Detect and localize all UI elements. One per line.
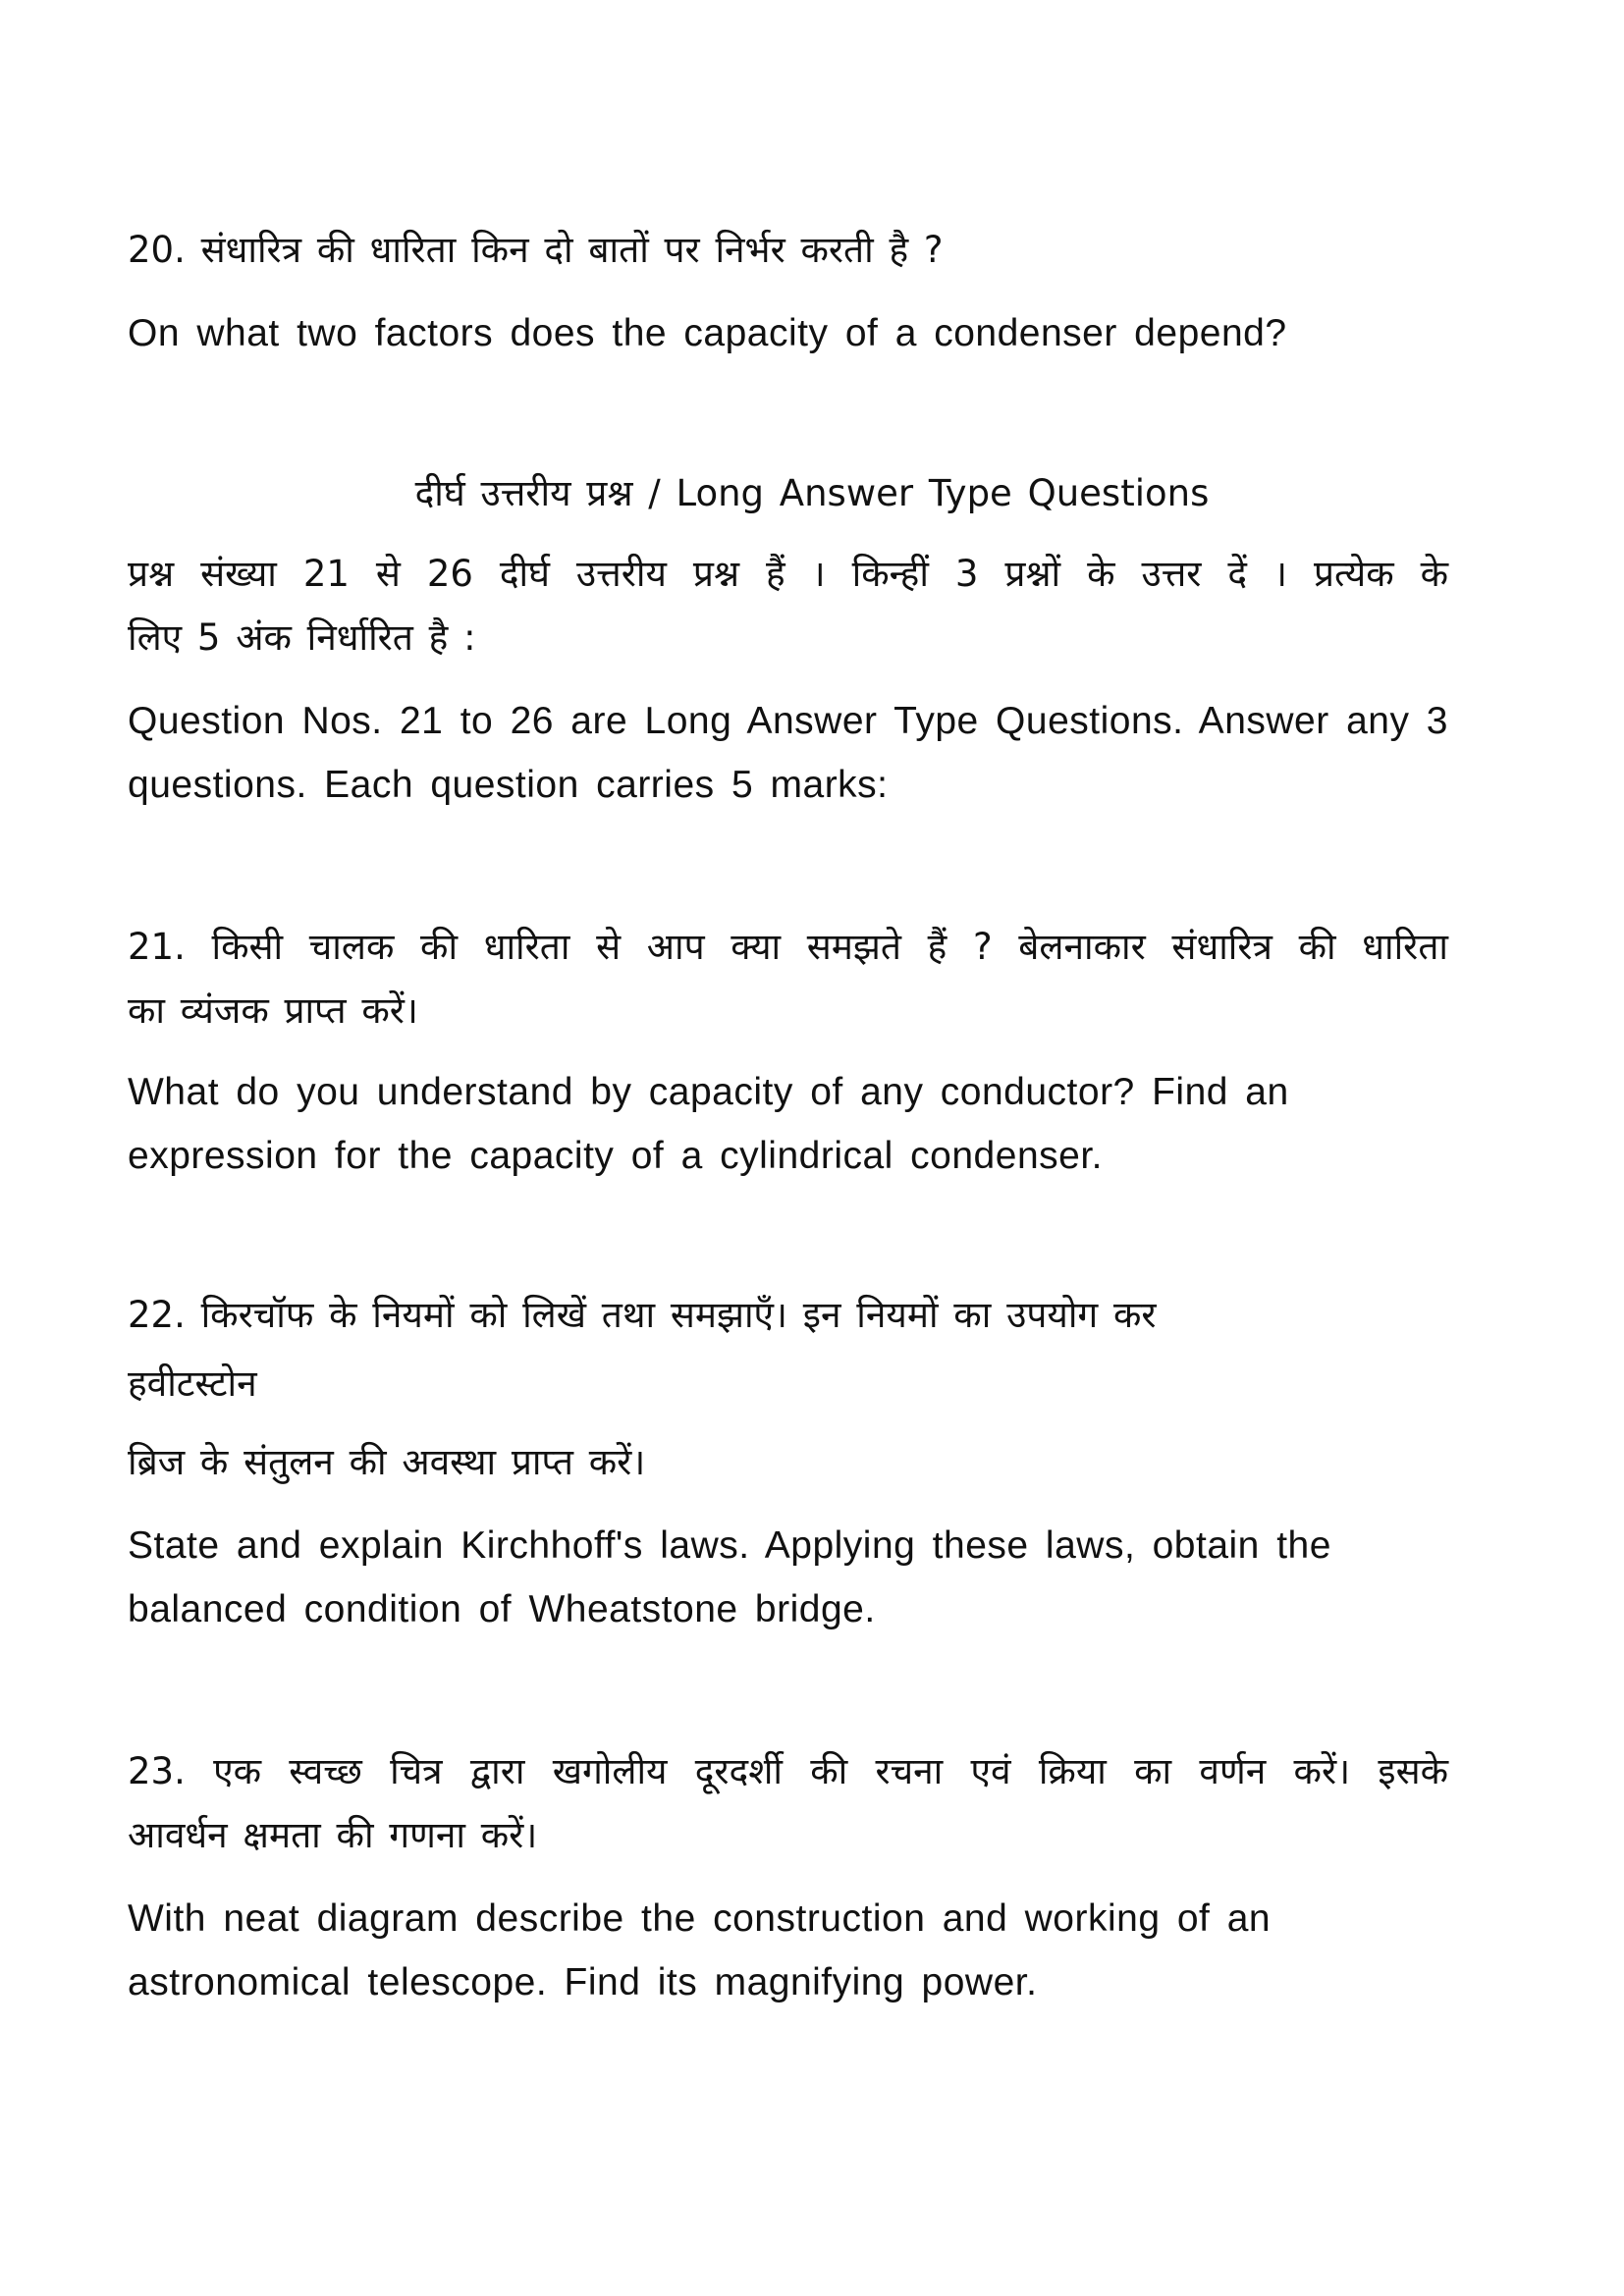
question-22-hindi-line-3: ब्रिज के संतुलन की अवस्था प्राप्त करें। xyxy=(128,1441,646,1483)
instruction-english-line-1: Question Nos. 21 to 26 are Long Answer Type Questions. Answer any 3 xyxy=(128,700,1448,742)
question-22-hindi-line-2: हवीटस्टोन xyxy=(128,1362,257,1405)
question-22-english-line-1: State and explain Kirchhoff's laws. Applying these laws, obtain the xyxy=(128,1524,1331,1567)
question-23-english-line-2: astronomical telescope. Find its magnifying power. xyxy=(128,1961,1038,2003)
question-22-hindi-line-1: 22. किरचॉफ के नियमों को लिखें तथा समझाएँ। इन नियमों का उपयोग कर xyxy=(128,1294,1157,1336)
question-23-hindi-line-1: 23. एक स्वच्छ चित्र द्वारा खगोलीय दूरदर्शी की रचना एवं क्रिया का वर्णन करें। इसके xyxy=(128,1750,1448,1792)
question-21-hindi-line-1: 21. किसी चालक की धारिता से आप क्या समझते हैं ? बेलनाकार संधारित्र की धारिता xyxy=(128,926,1448,968)
question-23-hindi-line-2: आवर्धन क्षमता की गणना करें। xyxy=(128,1814,538,1856)
instruction-english-line-2: questions. Each question carries 5 marks: xyxy=(128,764,889,806)
section-heading: दीर्घ उत्तरीय प्रश्न / Long Answer Type Questions xyxy=(414,472,1210,514)
instruction-hindi-line-1: प्रश्न संख्या 21 से 26 दीर्घ उत्तरीय प्रश्न हैं । किन्हीं 3 प्रश्नों के उत्तर दें । प्रत्येक के xyxy=(128,553,1448,595)
question-20-english: On what two factors does the capacity of a condenser depend? xyxy=(128,312,1287,354)
question-22-english-line-2: balanced condition of Wheatstone bridge. xyxy=(128,1588,876,1630)
question-21-english-line-2: expression for the capacity of a cylindrical condenser. xyxy=(128,1135,1103,1177)
question-23-english-line-1: With neat diagram describe the construction and working of an xyxy=(128,1897,1272,1940)
question-20-hindi: 20. संधारित्र की धारिता किन दो बातों पर निर्भर करती है ? xyxy=(128,229,944,271)
question-21-english-line-1: What do you understand by capacity of any conductor? Find an xyxy=(128,1071,1289,1113)
question-21-hindi-line-2: का व्यंजक प्राप्त करें। xyxy=(128,989,418,1032)
instruction-hindi-line-2: लिए 5 अंक निर्धारित है : xyxy=(128,616,476,659)
